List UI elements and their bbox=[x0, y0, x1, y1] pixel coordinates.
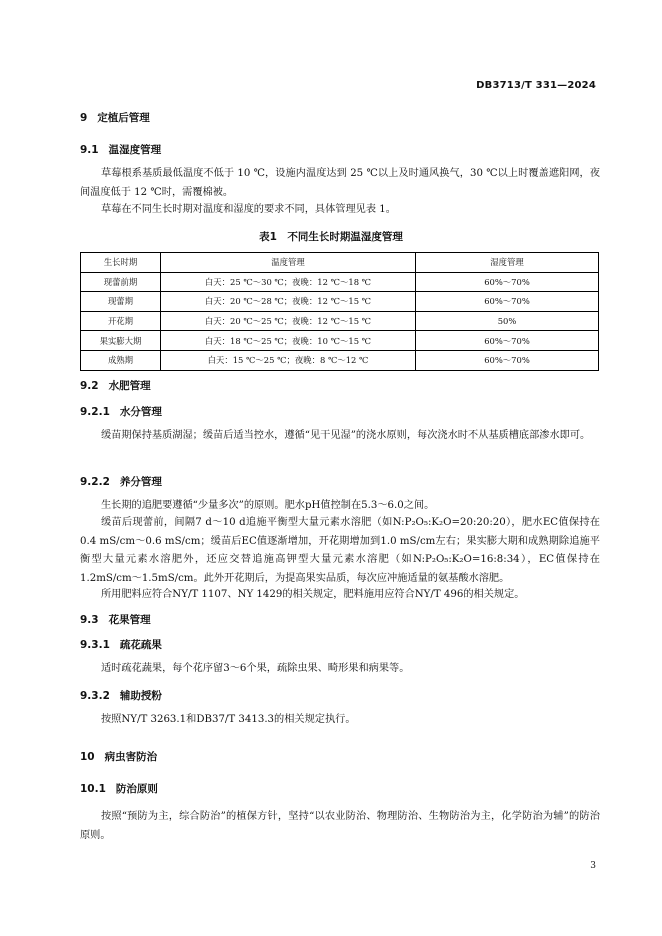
section-title: 疏花疏果 bbox=[119, 639, 162, 651]
growth-stage-table bbox=[80, 252, 599, 371]
table-row bbox=[81, 292, 599, 312]
section-9-heading bbox=[80, 110, 150, 125]
paragraph-thinning: 适时疏花蔬果，每个花序留3～6个果，疏除虫果、畸形果和病果等。 bbox=[101, 663, 410, 674]
paragraph-table-reference: 草莓在不同生长时期对温度和湿度的要求不同，具体管理见表 1。 bbox=[101, 204, 396, 215]
table-cell: 现蕾前期 bbox=[81, 272, 161, 292]
section-9-2-2-heading bbox=[80, 474, 162, 489]
section-number: 10 bbox=[80, 751, 95, 763]
section-title: 防治原则 bbox=[115, 783, 158, 795]
section-9-2-1-heading bbox=[80, 404, 162, 419]
section-number: 9.2.1 bbox=[80, 406, 110, 418]
table-cell: 60%～70% bbox=[416, 292, 599, 312]
section-title: 水肥管理 bbox=[108, 380, 151, 392]
section-title: 温湿度管理 bbox=[108, 144, 162, 156]
section-number: 9.3 bbox=[80, 614, 99, 626]
paragraph-fertilizer-principle: 生长期的追肥要遵循“少量多次”的原则。肥水pH值控制在5.3～6.0之间。 bbox=[101, 500, 435, 511]
table-caption: 表1 不同生长时期温湿度管理 bbox=[259, 231, 403, 243]
document-code: DB3713/T 331—2024 bbox=[476, 80, 596, 91]
section-9-3-1-heading bbox=[80, 637, 162, 652]
paragraph-pollination: 按照NY/T 3263.1和DB37/T 3413.3的相关规定执行。 bbox=[101, 714, 356, 725]
table-cell: 成熟期 bbox=[81, 350, 161, 370]
table-header-row bbox=[81, 253, 599, 273]
section-number: 9.3.2 bbox=[80, 690, 110, 702]
section-number: 9.2 bbox=[80, 380, 99, 392]
paragraph-fertilizer-schedule: 缓苗后现蕾前，间隔7 d～10 d追施平衡型大量元素水溶肥（如N:P₂O₅:K₂O=20:20:20），肥水EC值保持在0.4 mS/cm～0.6 mS/cm；缓苗后EC值逐渐增加，开花期增加到1.0 mS/cm左右；果实膨大期和成熟期除追施平衡型大量元素水溶肥外，还应交替追施高钾型大量元素水溶肥（如N:P₂O₅:K₂O=16:8:34），EC值保持在1.2mS/cm～1.5mS/cm。此外开花期后，为提高果实品质，每次应冲施适量的氨基酸水溶肥。 bbox=[80, 517, 600, 584]
section-title: 水分管理 bbox=[119, 406, 162, 418]
table-cell: 果实膨大期 bbox=[81, 331, 161, 351]
table-row bbox=[81, 311, 599, 331]
table-cell: 白天：20 ℃～25 ℃；夜晚：12 ℃～15 ℃ bbox=[161, 311, 416, 331]
section-9-1-heading bbox=[80, 142, 161, 157]
paragraph-control-principle: 按照“预防为主，综合防治”的植保方针，坚持“以农业防治、物理防治、生物防治为主，化学防治为辅”的防治原则。 bbox=[80, 811, 600, 841]
section-number: 9.3.1 bbox=[80, 639, 110, 651]
table-cell: 白天：20 ℃～28 ℃；夜晚：12 ℃～15 ℃ bbox=[161, 292, 416, 312]
section-title: 辅助授粉 bbox=[119, 690, 162, 702]
table-cell: 开花期 bbox=[81, 311, 161, 331]
table-row bbox=[81, 272, 599, 292]
section-9-2-heading bbox=[80, 378, 151, 393]
table-cell: 现蕾期 bbox=[81, 292, 161, 312]
paragraph-fertilizer-standards: 所用肥料应符合NY/T 1107、NY 1429的相关规定，肥料施用应符合NY/T 496的相关规定。 bbox=[101, 589, 525, 600]
table-cell: 白天：18 ℃～25 ℃；夜晚：10 ℃～15 ℃ bbox=[161, 331, 416, 351]
section-title: 定植后管理 bbox=[97, 112, 150, 124]
column-header: 湿度管理 bbox=[416, 253, 599, 273]
table-cell: 白天：15 ℃～25 ℃；夜晚：8 ℃～12 ℃ bbox=[161, 350, 416, 370]
column-header: 生长时期 bbox=[81, 253, 161, 273]
page-number: 3 bbox=[590, 861, 596, 871]
section-title: 花果管理 bbox=[108, 614, 151, 626]
section-number: 9.1 bbox=[80, 144, 99, 156]
paragraph-temperature: 草莓根系基质最低温度不低于 10 ℃，设施内温度达到 25 ℃以上及时通风换气，30 ℃以上时覆盖遮阳网，夜间温度低于 12 ℃时，需覆棉被。 bbox=[80, 168, 600, 198]
paragraph-water: 缓苗期保持基质湖湿；缓苗后适当控水，遵循“见干见湿”的浇水原则，每次浇水时不从基质槽底部渗水即可。 bbox=[101, 430, 591, 441]
section-10-heading bbox=[80, 749, 157, 764]
section-9-3-2-heading bbox=[80, 688, 162, 703]
section-number: 10.1 bbox=[80, 783, 106, 795]
section-number: 9 bbox=[80, 112, 88, 124]
table-cell: 白天：25 ℃～30 ℃；夜晚：12 ℃～18 ℃ bbox=[161, 272, 416, 292]
table-cell: 60%～70% bbox=[416, 331, 599, 351]
section-title: 病虫害防治 bbox=[104, 751, 158, 763]
section-number: 9.2.2 bbox=[80, 476, 110, 488]
table-cell: 60%～70% bbox=[416, 272, 599, 292]
section-10-1-heading bbox=[80, 781, 158, 796]
column-header: 温度管理 bbox=[161, 253, 416, 273]
table-cell: 50% bbox=[416, 311, 599, 331]
table-row bbox=[81, 350, 599, 370]
table-row bbox=[81, 331, 599, 351]
section-9-3-heading bbox=[80, 612, 151, 627]
table-cell: 60%～70% bbox=[416, 350, 599, 370]
section-title: 养分管理 bbox=[119, 476, 162, 488]
